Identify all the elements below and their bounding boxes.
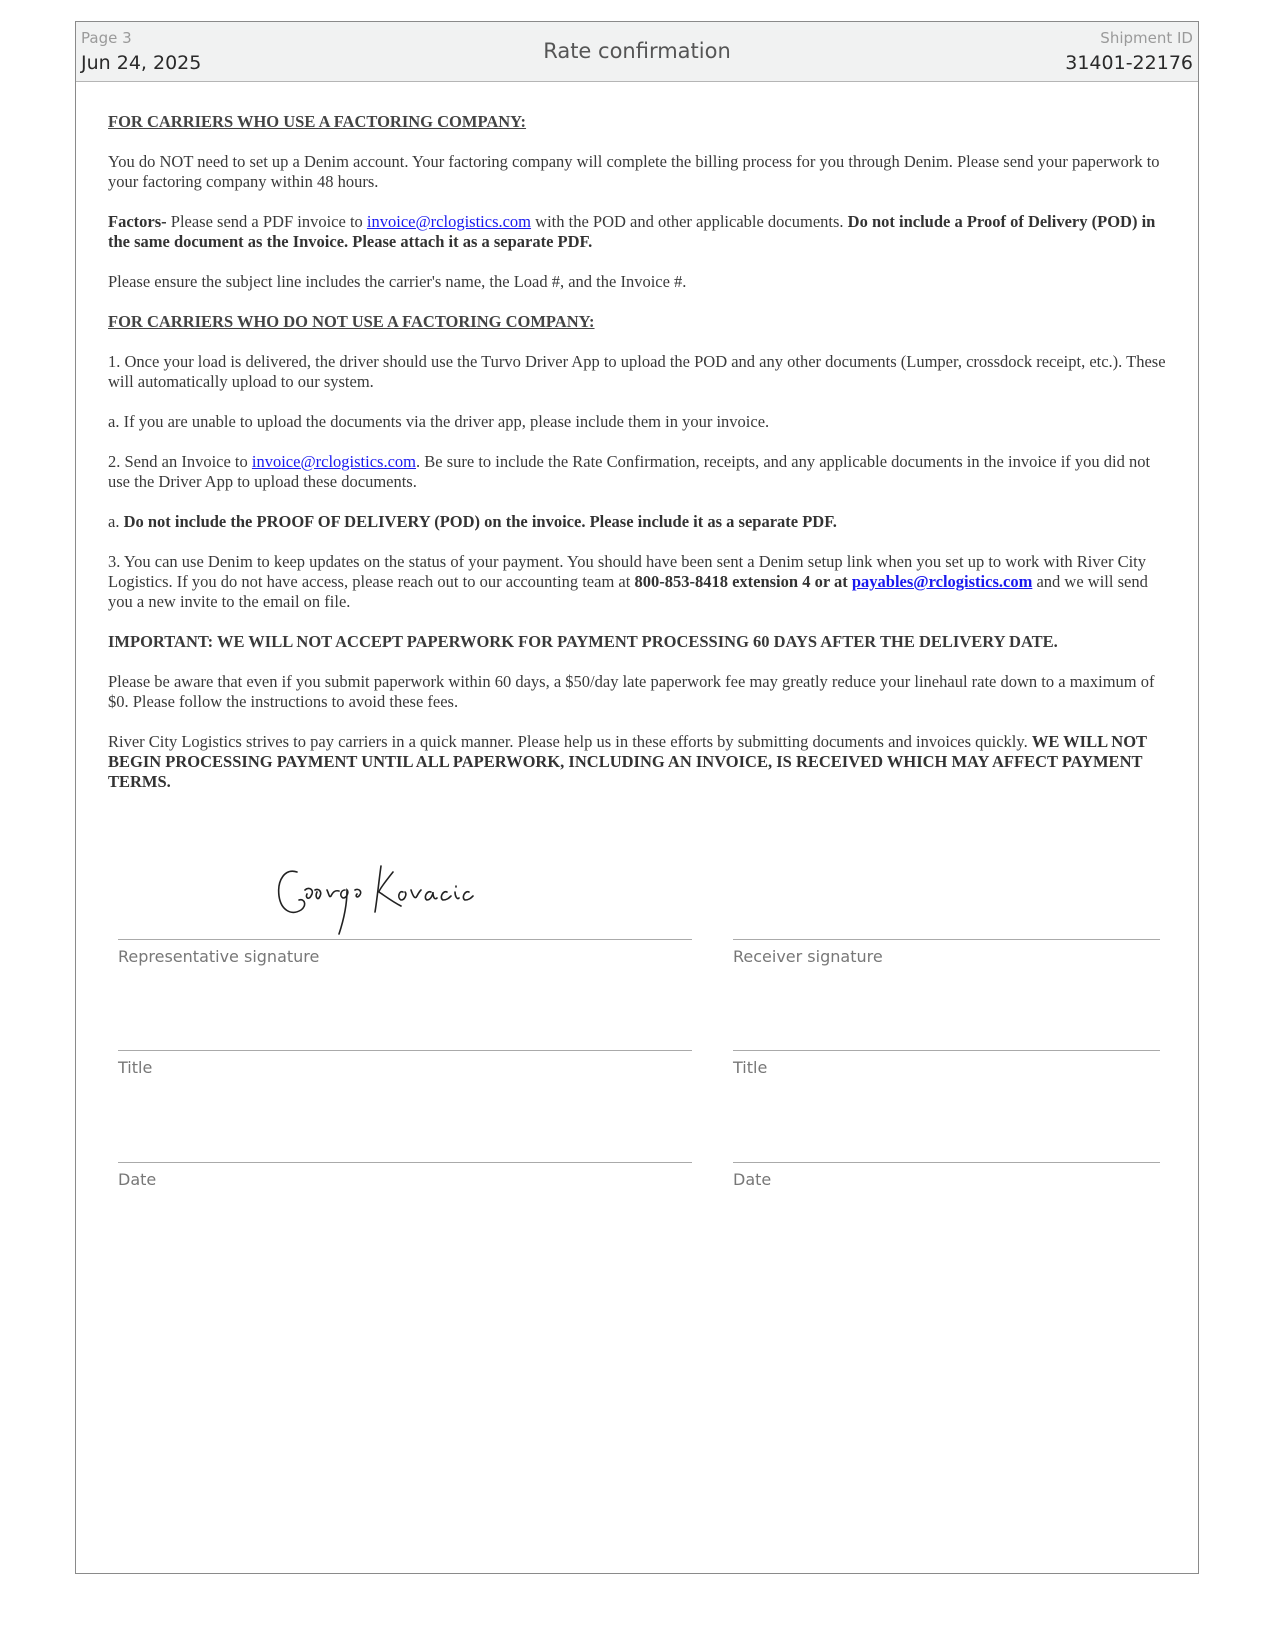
step-2-text-b: . Be sure to include the Rate Confirmation, receipts, and any applicable documents in the invoice if you did not use the Driver App to upload these documents. bbox=[108, 452, 1151, 491]
invoice-email-link[interactable]: invoice@rclogistics.com bbox=[366, 212, 532, 231]
section-heading-no-factoring: FOR CARRIERS WHO DO NOT USE A FACTORING COMPANY: bbox=[108, 312, 595, 331]
representative-date-label: Date bbox=[118, 1170, 157, 1189]
page-number: Page 3 bbox=[81, 29, 132, 47]
invoice-email-link-2[interactable]: invoice@rclogistics.com bbox=[251, 452, 417, 471]
paragraph-subject-line: Please ensure the subject line includes the carrier's name, the Load #, and the Invoice #. bbox=[108, 272, 687, 291]
payables-email-link[interactable]: payables@rclogistics.com bbox=[851, 572, 1033, 591]
step-3-text-a: 3. You can use Denim to keep updates on the status of your payment. You should have been sent a Denim setup link when you set up to work with River City Logistics. If you do not have access, please reach out to our accounting team at bbox=[108, 552, 1146, 591]
paragraph-step-2 bbox=[108, 452, 1168, 492]
payment-terms-warning: WE WILL NOT BEGIN PROCESSING PAYMENT UNTIL ALL PAPERWORK, INCLUDING AN INVOICE, IS RECEIVED WHICH MAY AFFECT PAYMENT TERMS. bbox=[108, 732, 1147, 791]
shipment-id-label: Shipment ID bbox=[1100, 29, 1193, 47]
receiver-signature-label: Receiver signature bbox=[733, 947, 883, 966]
paragraph-step-1: 1. Once your load is delivered, the driver should use the Turvo Driver App to upload the POD and any other documents (Lumper, crossdock receipt, etc.). These will automatically upload to our system. bbox=[108, 352, 1166, 391]
paragraph-payment-terms bbox=[108, 732, 1168, 792]
paragraph-late-fee: Please be aware that even if you submit paperwork within 60 days, a $50/day late paperwork fee may greatly reduce your linehaul rate down to a maximum of $0. Please follow the instructions to avoid these fees. bbox=[108, 672, 1155, 711]
document-body bbox=[108, 112, 1168, 812]
receiver-title-label: Title bbox=[733, 1058, 768, 1077]
factors-warning: Do not include a Proof of Delivery (POD) in the same document as the Invoice. Please attach it as a separate PDF. bbox=[108, 212, 1156, 251]
step-2a-prefix: a. bbox=[108, 512, 124, 531]
step-3-text-b: and we will send you a new invite to the email on file. bbox=[108, 572, 1148, 611]
page-header bbox=[76, 22, 1198, 82]
step-2-text-a: 2. Send an Invoice to bbox=[108, 452, 252, 471]
factors-lead: Factors- bbox=[108, 212, 167, 231]
shipment-id: 31401-22176 bbox=[1065, 52, 1193, 74]
document-title: Rate confirmation bbox=[543, 39, 731, 63]
paragraph-important: IMPORTANT: WE WILL NOT ACCEPT PAPERWORK FOR PAYMENT PROCESSING 60 DAYS AFTER THE DELIVERY DATE. bbox=[108, 632, 1058, 651]
representative-signature-label: Representative signature bbox=[118, 947, 320, 966]
factors-text-b: with the POD and other applicable documents. bbox=[531, 212, 848, 231]
document-date: Jun 24, 2025 bbox=[81, 52, 202, 74]
representative-title-label: Title bbox=[118, 1058, 153, 1077]
factors-text-a: Please send a PDF invoice to bbox=[166, 212, 367, 231]
step-2a-warning: Do not include the PROOF OF DELIVERY (POD) on the invoice. Please include it as a separate PDF. bbox=[123, 512, 837, 531]
paragraph-factors bbox=[108, 212, 1168, 252]
paragraph-denim-account: You do NOT need to set up a Denim account. Your factoring company will complete the billing process for you through Denim. Please send your paperwork to your factoring company within 48 hours. bbox=[108, 152, 1160, 191]
accounting-phone: 800-853-8418 extension 4 or at bbox=[634, 572, 848, 591]
section-heading-factoring: FOR CARRIERS WHO USE A FACTORING COMPANY: bbox=[108, 112, 527, 131]
paragraph-step-2a bbox=[108, 512, 1168, 532]
paragraph-step-1a: a. If you are unable to upload the documents via the driver app, please include them in your invoice. bbox=[108, 412, 770, 431]
payment-terms-text: River City Logistics strives to pay carriers in a quick manner. Please help us in these efforts by submitting documents and invoices quickly. bbox=[108, 732, 1032, 751]
paragraph-step-3 bbox=[108, 552, 1168, 612]
receiver-date-label: Date bbox=[733, 1170, 772, 1189]
